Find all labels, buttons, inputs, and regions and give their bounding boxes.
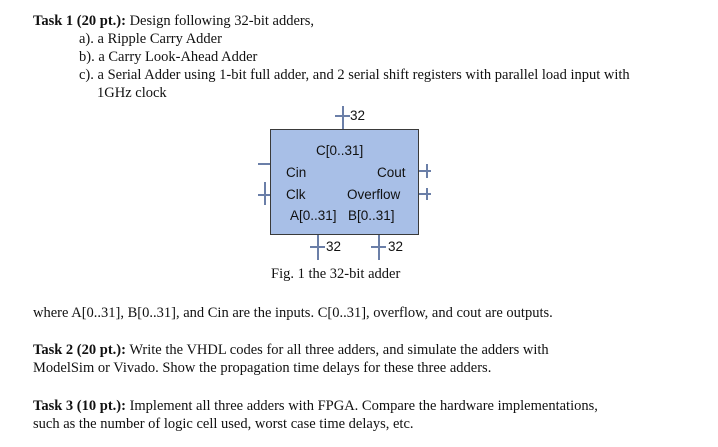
- where-paragraph: where A[0..31], B[0..31], and Cin are the inputs. C[0..31], overflow, and cout are outputs.: [33, 305, 553, 321]
- a-input-label: A[0..31]: [290, 208, 337, 223]
- c-output-label: C[0..31]: [316, 143, 364, 158]
- task2-heading: Task 2 (20 pt.):: [33, 342, 126, 358]
- task1-item-b: b). a Carry Look-Ahead Adder: [79, 49, 258, 65]
- cin-wire: [258, 163, 270, 165]
- a-bus-slash: [310, 246, 325, 248]
- cin-label: Cin: [286, 165, 307, 180]
- task3-text: Implement all three adders with FPGA. Compare the hardware implementations,: [129, 398, 598, 414]
- task1-item-c: c). a Serial Adder using 1-bit full adder, and 2 serial shift registers with parallel load input with: [79, 67, 630, 83]
- task3-line2: such as the number of logic cell used, worst case time delays, etc.: [33, 416, 414, 432]
- cout-wire: [419, 170, 431, 172]
- a-bus-width: 32: [326, 239, 342, 254]
- task3-heading: Task 3 (10 pt.):: [33, 398, 126, 414]
- task1-line: [33, 13, 314, 30]
- b-bus-slash: [371, 246, 386, 248]
- task1-heading: Task 1 (20 pt.):: [33, 13, 126, 29]
- task1-item-a: a). a Ripple Carry Adder: [79, 31, 222, 47]
- output-bus-slash: [335, 115, 350, 117]
- input-bus-tick: [264, 182, 266, 205]
- b-input-label: B[0..31]: [348, 208, 395, 223]
- task2-line2: ModelSim or Vivado. Show the propagation time delays for these three adders.: [33, 360, 492, 376]
- a-bus-line: [317, 235, 319, 260]
- clk-label: Clk: [286, 187, 306, 202]
- adder-diagram: [245, 104, 445, 264]
- task2-line1: [33, 342, 549, 359]
- task3-line1: [33, 398, 598, 415]
- figure-caption: Fig. 1 the 32-bit adder: [271, 266, 401, 282]
- overflow-label: Overflow: [347, 187, 401, 202]
- overflow-wire: [419, 193, 431, 195]
- task1-item-c-cont: 1GHz clock: [97, 85, 167, 101]
- output-bus-width: 32: [350, 108, 366, 123]
- cout-tick: [426, 164, 428, 178]
- overflow-tick: [426, 188, 428, 200]
- cout-label: Cout: [377, 165, 406, 180]
- task2-text: Write the VHDL codes for all three adders, and simulate the adders with: [129, 342, 549, 358]
- output-bus-line: [342, 106, 344, 129]
- b-bus-width: 32: [388, 239, 404, 254]
- task1-text: Design following 32-bit adders,: [129, 13, 315, 29]
- b-bus-line: [378, 235, 380, 260]
